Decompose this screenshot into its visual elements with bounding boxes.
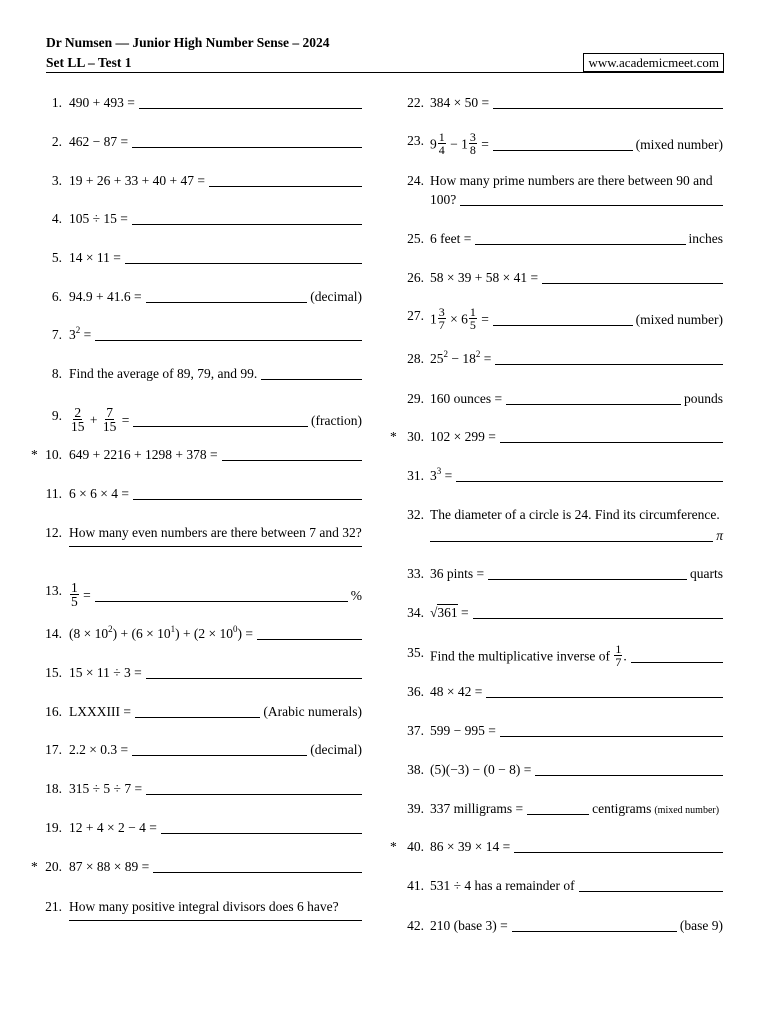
question-text: 337 milligrams = — [430, 801, 524, 816]
question-text: 649 + 2216 + 1298 + 378 = — [69, 447, 218, 462]
answer-blank[interactable] — [460, 204, 723, 206]
answer-blank[interactable] — [493, 149, 633, 151]
answer-blank[interactable] — [473, 617, 723, 619]
question-number: 8. — [51, 366, 62, 381]
question-text: Find the average of 89, 79, and 99. — [69, 366, 258, 381]
answer-blank[interactable] — [209, 185, 362, 187]
answer-format: (fraction) — [311, 412, 362, 428]
question-number: 36. — [407, 684, 424, 699]
question-text: 6 × 6 × 4 = — [69, 486, 129, 501]
question-text: 15 × 11 ÷ 3 = — [69, 665, 142, 680]
answer-blank[interactable] — [69, 919, 362, 921]
answer-blank[interactable] — [69, 545, 362, 547]
question-number: 17. — [45, 742, 62, 757]
answer-blank[interactable] — [146, 677, 362, 679]
question-text: 48 × 42 = — [430, 684, 483, 699]
answer-blank[interactable] — [456, 480, 723, 482]
question-text-continued: 100? — [430, 192, 457, 207]
question-text: √361 = — [430, 605, 469, 620]
answer-format: (Arabic numerals) — [263, 704, 362, 719]
question-text: 102 × 299 = — [430, 429, 496, 444]
answer-blank[interactable] — [500, 441, 723, 443]
answer-blank[interactable] — [146, 793, 362, 795]
question-number: 24. — [407, 173, 424, 188]
question-text: 1 $\frac{3}{7}$ × 6 $\frac{1}{5}$ = — [430, 305, 489, 332]
answer-format: (mixed number) — [635, 136, 723, 152]
question-text: 87 × 88 × 89 = — [69, 859, 150, 874]
question-number: 40. — [407, 839, 424, 854]
question-text: 19 + 26 + 33 + 40 + 47 = — [69, 173, 205, 188]
answer-blank[interactable] — [514, 851, 723, 853]
question-text: $3^3$ = — [430, 466, 453, 483]
estimation-star: * — [390, 429, 397, 444]
answer-format: (decimal) — [310, 289, 362, 304]
answer-blank[interactable] — [495, 363, 723, 365]
answer-blank[interactable] — [132, 223, 362, 225]
question-text: $25^2 - 18^2$ = — [430, 349, 492, 366]
question-text: 86 × 39 × 14 = — [430, 839, 511, 854]
question-text: 94.9 + 41.6 = — [69, 289, 142, 304]
test-subtitle: Set LL – Test 1 — [46, 55, 132, 70]
answer-unit: pounds — [683, 391, 723, 406]
question-number: 2. — [51, 134, 62, 149]
question-number: 42. — [407, 918, 424, 933]
answer-blank[interactable] — [430, 540, 713, 542]
question-number: 14. — [45, 626, 62, 641]
question-text: (5)(−3) − (0 − 8) = — [430, 762, 532, 777]
answer-blank[interactable] — [475, 243, 685, 245]
question-text: 490 + 493 = — [69, 95, 135, 110]
answer-blank[interactable] — [535, 774, 723, 776]
answer-blank[interactable] — [95, 600, 348, 602]
answer-blank[interactable] — [135, 716, 260, 718]
question-text: 58 × 39 + 58 × 41 = — [430, 270, 539, 285]
answer-blank[interactable] — [493, 324, 633, 326]
question-number: 25. — [407, 231, 424, 246]
question-number: 18. — [45, 781, 62, 796]
question-text: How many even numbers are there between 7 and 32? — [69, 525, 362, 540]
question-number: 29. — [407, 391, 424, 406]
question-number: 5. — [51, 250, 62, 265]
website-url: www.academicmeet.com — [583, 53, 724, 72]
answer-blank[interactable] — [486, 696, 723, 698]
answer-format: (base 9) — [679, 918, 723, 933]
answer-blank[interactable] — [125, 262, 362, 264]
answer-unit: centigrams — [592, 801, 652, 816]
question-text: 315 ÷ 5 ÷ 7 = — [69, 781, 143, 796]
question-text: 36 pints = — [430, 566, 485, 581]
question-text: 12 + 4 × 2 − 4 = — [69, 820, 157, 835]
question-number: 22. — [407, 95, 424, 110]
question-text: 105 ÷ 15 = — [69, 211, 128, 226]
question-number: 7. — [51, 327, 62, 342]
question-number: 23. — [407, 133, 424, 148]
square-root-icon: √ — [430, 605, 438, 620]
question-text: 462 − 87 = — [69, 134, 129, 149]
answer-blank[interactable] — [527, 813, 589, 815]
question-text: The diameter of a circle is 24. Find its circumference. — [430, 507, 720, 522]
question-number: 19. — [45, 820, 62, 835]
answer-blank[interactable] — [500, 735, 723, 737]
question-text: 160 ounces = — [430, 391, 503, 406]
question-text: How many positive integral divisors does 6 have? — [69, 899, 339, 914]
answer-format: (mixed number) — [654, 805, 720, 816]
answer-blank[interactable] — [133, 425, 308, 427]
answer-blank[interactable] — [542, 282, 723, 284]
test-title: Dr Numsen — Junior High Number Sense – 2024 — [46, 35, 330, 50]
answer-blank[interactable] — [153, 871, 362, 873]
estimation-star: * — [31, 447, 38, 462]
question-number: 10. — [45, 447, 62, 462]
question-text: $\frac{1}{5}$ = — [71, 580, 91, 609]
question-number: 16. — [45, 704, 62, 719]
answer-blank[interactable] — [506, 403, 681, 405]
question-text: 14 × 11 = — [69, 250, 121, 265]
question-number: 6. — [51, 289, 62, 304]
answer-blank[interactable] — [631, 661, 723, 663]
question-text: Find the multiplicative inverse of $\frac{1}{7}$ . — [430, 642, 627, 669]
question-number: 28. — [407, 351, 424, 366]
question-text: 2.2 × 0.3 = — [69, 742, 129, 757]
answer-blank[interactable] — [95, 339, 362, 341]
question-text: 384 × 50 = — [430, 95, 490, 110]
question-text: $\frac{2}{15}$ + $\frac{7}{15}$ = — [71, 405, 130, 434]
answer-blank[interactable] — [161, 832, 362, 834]
answer-blank[interactable] — [132, 146, 362, 148]
answer-blank[interactable] — [257, 638, 362, 640]
question-number: 26. — [407, 270, 424, 285]
answer-unit: inches — [688, 231, 723, 246]
question-number: 39. — [407, 801, 424, 816]
question-text: $3^2$ = — [69, 325, 92, 342]
answer-blank[interactable] — [488, 578, 687, 580]
question-number: 1. — [51, 95, 62, 110]
answer-blank[interactable] — [146, 301, 308, 303]
question-number: 3. — [51, 173, 62, 188]
question-number: 37. — [407, 723, 424, 738]
question-number: 34. — [407, 605, 424, 620]
answer-blank[interactable] — [132, 754, 307, 756]
question-number: 9. — [51, 408, 62, 423]
question-number: 13. — [45, 583, 62, 598]
question-text: 531 ÷ 4 has a remainder of — [430, 878, 575, 893]
answer-blank[interactable] — [222, 459, 362, 461]
answer-blank[interactable] — [512, 930, 677, 932]
answer-blank[interactable] — [139, 107, 362, 109]
question-number: 32. — [407, 507, 424, 522]
question-text: LXXXIII = — [69, 704, 131, 719]
question-number: 41. — [407, 878, 424, 893]
question-text: 210 (base 3) = — [430, 918, 508, 933]
question-number: 27. — [407, 308, 424, 323]
question-text: How many prime numbers are there between 90 and — [430, 173, 713, 188]
question-number: 20. — [45, 859, 62, 874]
question-number: 35. — [407, 645, 424, 660]
question-number: 30. — [407, 429, 424, 444]
question-number: 31. — [407, 468, 424, 483]
question-number: 38. — [407, 762, 424, 777]
question-text: 599 − 995 = — [430, 723, 496, 738]
question-text: 9 $\frac{1}{4}$ − 1 $\frac{3}{8}$ = — [430, 130, 489, 157]
answer-format: % — [350, 587, 362, 603]
estimation-star: * — [31, 859, 38, 874]
answer-blank[interactable] — [493, 107, 723, 109]
answer-format: (mixed number) — [635, 311, 723, 327]
answer-blank[interactable] — [261, 378, 362, 380]
question-number: 12. — [45, 525, 62, 540]
question-number: 4. — [51, 211, 62, 226]
question-text: 6 feet = — [430, 231, 472, 246]
header-divider — [46, 72, 724, 73]
question-number: 21. — [45, 899, 62, 914]
question-number: 11. — [45, 486, 62, 501]
pi-symbol: π — [716, 528, 723, 543]
question-number: 15. — [45, 665, 62, 680]
answer-blank[interactable] — [133, 498, 362, 500]
answer-unit: quarts — [690, 566, 723, 581]
question-number: 33. — [407, 566, 424, 581]
estimation-star: * — [390, 839, 397, 854]
answer-format: (decimal) — [310, 742, 362, 757]
answer-blank[interactable] — [579, 890, 723, 892]
question-text: $(8 \times 10^2) + (6 \times 10^1) + (2 \times 10^0)$ = — [69, 624, 254, 641]
